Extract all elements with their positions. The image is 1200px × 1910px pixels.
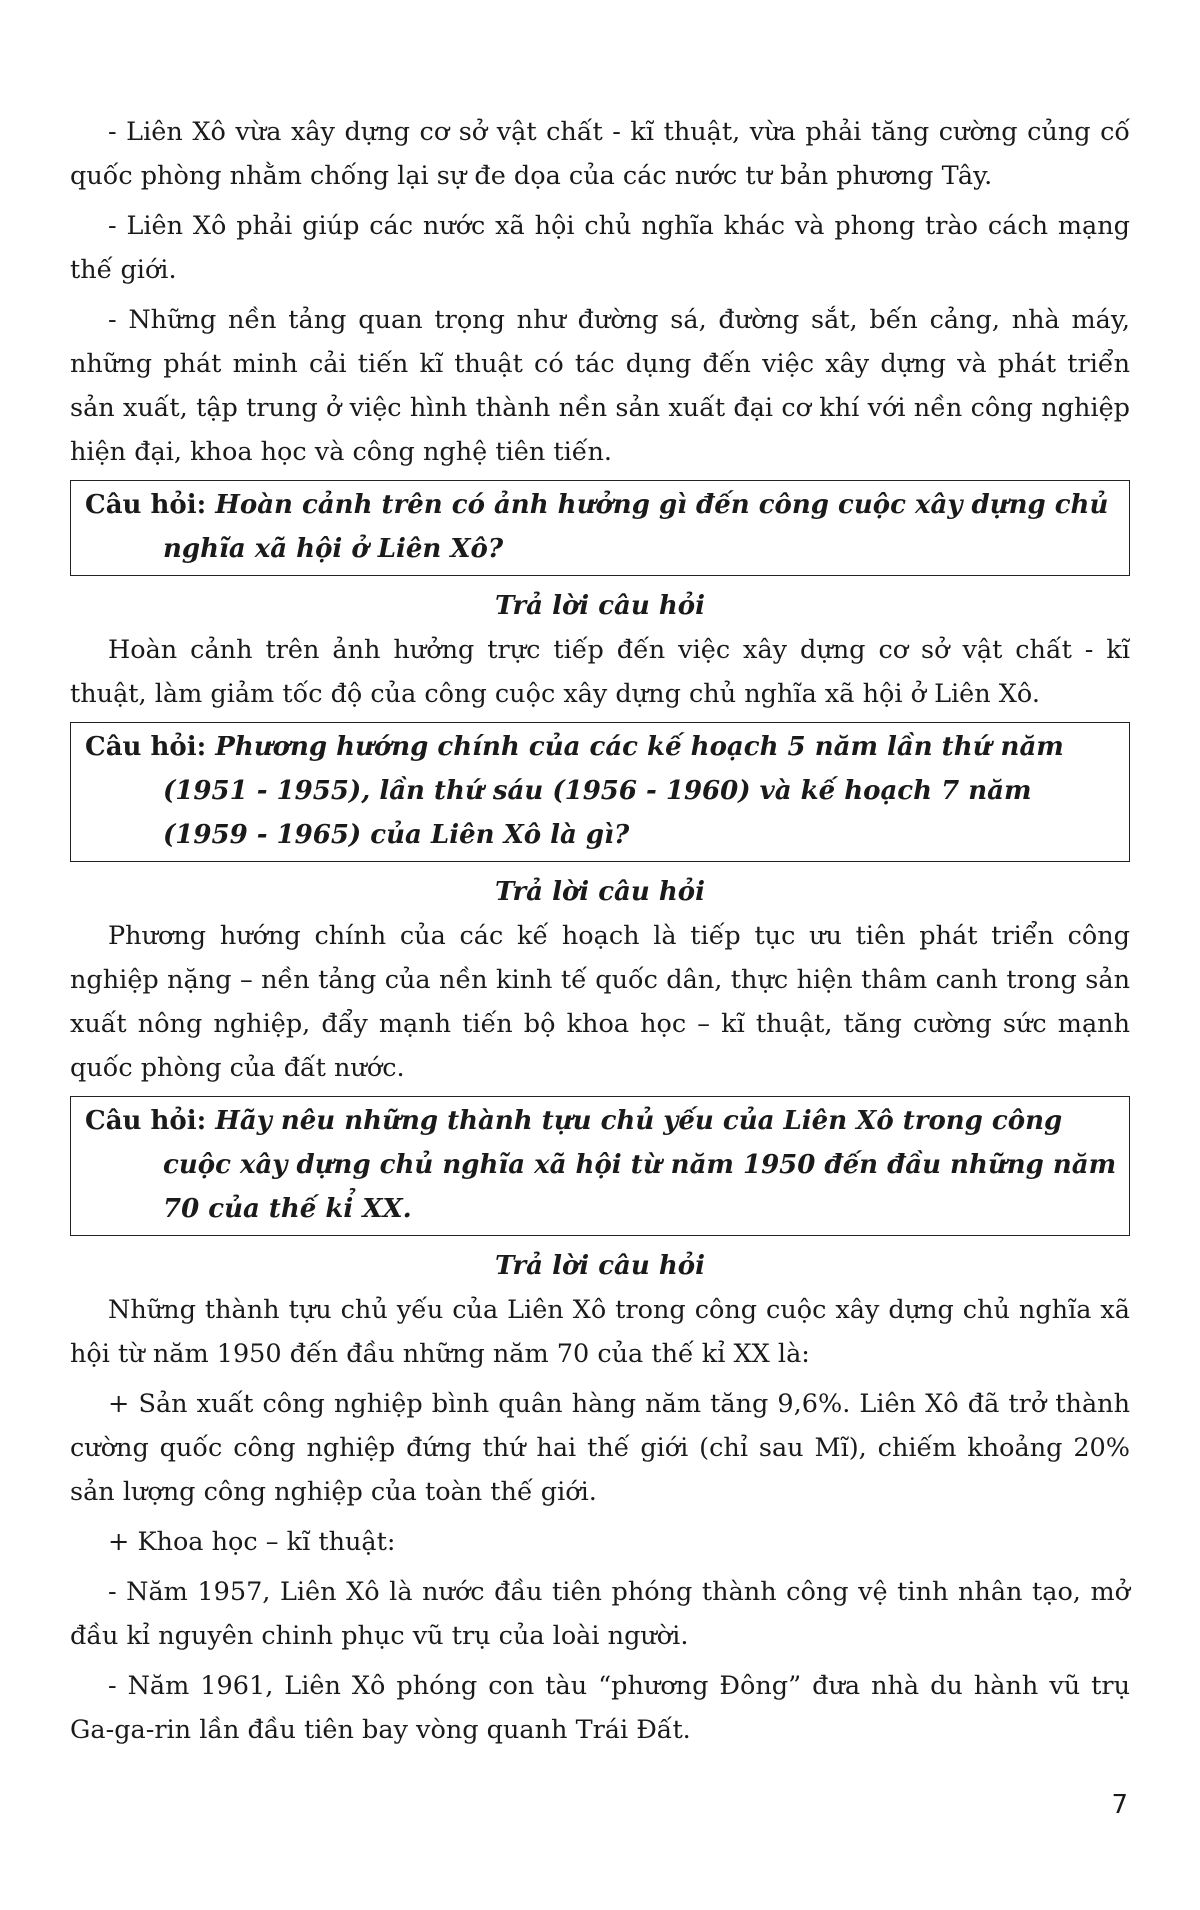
paragraph: - Năm 1961, Liên Xô phóng con tàu “phương Đông” đưa nhà du hành vũ trụ Ga-ga-rin lần đầu tiên bay vòng quanh Trái Đất.	[70, 1671, 1130, 1745]
question-label: Câu hỏi:	[85, 1106, 207, 1136]
paragraph: Những thành tựu chủ yếu của Liên Xô trong công cuộc xây dựng chủ nghĩa xã hội từ năm 1950 đến đầu những năm 70 của thế kỉ XX là:	[70, 1295, 1130, 1369]
question-text: Hãy nêu những thành tựu chủ yếu của Liên Xô trong công cuộc xây dựng chủ nghĩa xã hội từ năm 1950 đến đầu những năm 70 của thế kỉ XX.	[163, 1106, 1117, 1224]
question-label: Câu hỏi:	[85, 732, 207, 762]
paragraph: + Khoa học – kĩ thuật:	[108, 1527, 396, 1557]
page-number: 7	[1111, 1790, 1128, 1820]
question-box	[70, 1096, 1130, 1236]
question-box	[70, 480, 1130, 576]
paragraph: - Những nền tảng quan trọng như đường sá, đường sắt, bến cảng, nhà máy, những phát minh cải tiến kĩ thuật có tác dụng đến việc xây dựng và phát triển sản xuất, tập trung ở việc hình thành nền sản xuất đại cơ khí với nền công nghiệp hiện đại, khoa học và công nghệ tiên tiến.	[70, 305, 1130, 467]
paragraph: - Năm 1957, Liên Xô là nước đầu tiên phóng thành công vệ tinh nhân tạo, mở đầu kỉ nguyên chinh phục vũ trụ của loài người.	[70, 1577, 1130, 1651]
paragraph: + Sản xuất công nghiệp bình quân hàng năm tăng 9,6%. Liên Xô đã trở thành cường quốc công nghiệp đứng thứ hai thế giới (chỉ sau Mĩ), chiếm khoảng 20% sản lượng công nghiệp của toàn thế giới.	[70, 1389, 1130, 1507]
paragraph: Phương hướng chính của các kế hoạch là tiếp tục ưu tiên phát triển công nghiệp nặng – nền tảng của nền kinh tế quốc dân, thực hiện thâm canh trong sản xuất nông nghiệp, đẩy mạnh tiến bộ khoa học – kĩ thuật, tăng cường sức mạnh quốc phòng của đất nước.	[70, 921, 1130, 1083]
paragraph: Hoàn cảnh trên ảnh hưởng trực tiếp đến việc xây dựng cơ sở vật chất - kĩ thuật, làm giảm tốc độ của công cuộc xây dựng chủ nghĩa xã hội ở Liên Xô.	[70, 635, 1130, 709]
answer-heading: Trả lời câu hỏi	[495, 877, 705, 907]
paragraph: - Liên Xô vừa xây dựng cơ sở vật chất - kĩ thuật, vừa phải tăng cường củng cố quốc phòng nhằm chống lại sự đe dọa của các nước tư bản phương Tây.	[70, 117, 1130, 191]
question-label: Câu hỏi:	[85, 490, 207, 520]
answer-heading: Trả lời câu hỏi	[495, 1251, 705, 1281]
question-text: Hoàn cảnh trên có ảnh hưởng gì đến công cuộc xây dựng chủ nghĩa xã hội ở Liên Xô?	[163, 490, 1109, 564]
question-text: Phương hướng chính của các kế hoạch 5 năm lần thứ năm (1951 - 1955), lần thứ sáu (1956 - 1960) và kế hoạch 7 năm (1959 - 1965) của Liên Xô là gì?	[163, 732, 1064, 850]
answer-heading: Trả lời câu hỏi	[495, 591, 705, 621]
question-box	[70, 722, 1130, 862]
document-page	[70, 110, 1130, 1758]
paragraph: - Liên Xô phải giúp các nước xã hội chủ nghĩa khác và phong trào cách mạng thế giới.	[70, 211, 1130, 285]
